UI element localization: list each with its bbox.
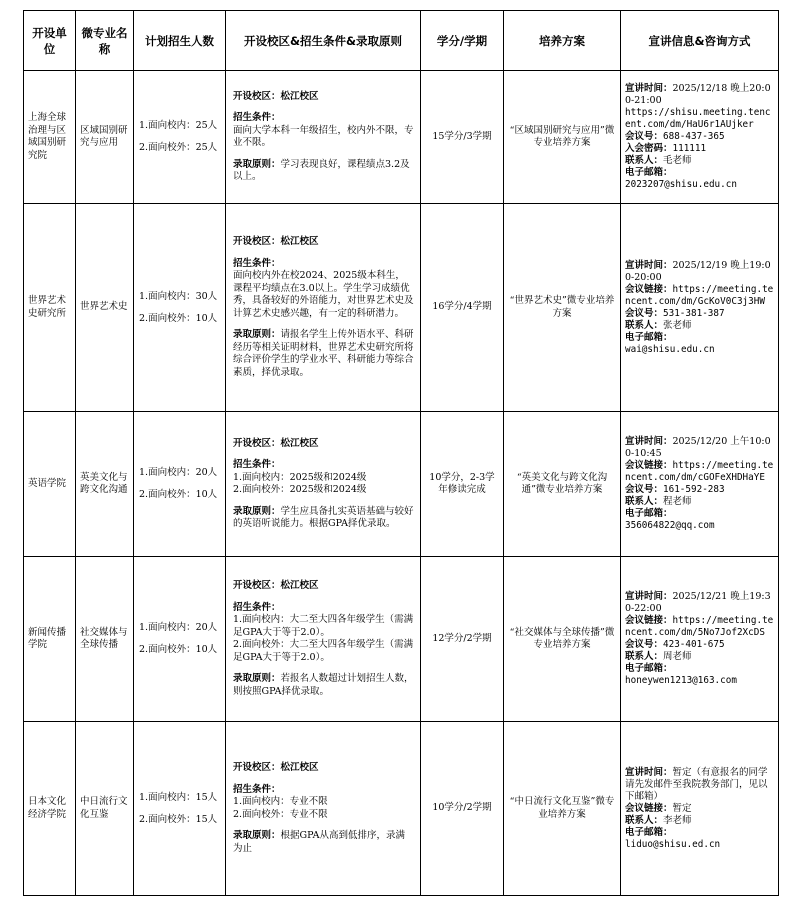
header-unit: 开设单位 bbox=[24, 11, 76, 71]
plan-text: “世界艺术史”微专业培养方案 bbox=[509, 295, 615, 319]
cell-campus bbox=[226, 71, 421, 204]
condition-line: 1.面向校内：大二至大四各年级学生（需满足GPA大于等于2.0）。 bbox=[233, 614, 414, 638]
admission-rule bbox=[233, 506, 414, 531]
header-info: 宣讲信息&咨询方式 bbox=[621, 11, 779, 71]
plan-text: “区域国别研究与应用”微专业培养方案 bbox=[509, 124, 615, 148]
cell-info bbox=[621, 722, 779, 896]
contact-person: 毛老师 bbox=[663, 155, 692, 166]
credit-text: 10学分/2学期 bbox=[432, 802, 492, 814]
condition-line: 2.面向校外：2025级和2024级 bbox=[233, 484, 367, 495]
info-time-line bbox=[625, 83, 776, 107]
cell-quota bbox=[134, 204, 226, 412]
info-time-label: 宣讲时间： bbox=[625, 766, 673, 778]
contact-email[interactable]: 356064822@qq.com bbox=[625, 520, 715, 531]
meeting-id: 161-592-283 bbox=[663, 484, 725, 495]
contact-email[interactable]: wai@shisu.edu.cn bbox=[625, 343, 715, 355]
micro-major-name: 世界艺术史 bbox=[80, 301, 128, 313]
cell-info bbox=[621, 204, 779, 412]
info-time-line bbox=[625, 436, 776, 460]
table-row bbox=[24, 204, 779, 412]
contact-email-label: 电子邮箱： bbox=[625, 331, 673, 343]
meeting-id: 531-381-387 bbox=[663, 307, 725, 319]
unit-text: 日本文化经济学院 bbox=[28, 796, 67, 820]
info-time: 2025/12/19 晚上19:00-20:00 bbox=[625, 259, 771, 283]
cell-unit bbox=[24, 71, 76, 204]
meeting-id-line bbox=[625, 639, 776, 651]
contact-email-line bbox=[625, 663, 776, 687]
cell-plan bbox=[504, 557, 621, 722]
meeting-link-line bbox=[625, 803, 776, 815]
contact-email-line bbox=[625, 332, 776, 356]
contact-person-line bbox=[625, 496, 776, 508]
cell-credit bbox=[421, 204, 504, 412]
cell-quota bbox=[134, 722, 226, 896]
meeting-id-line bbox=[625, 484, 776, 496]
header-campus: 开设校区&招生条件&录取原则 bbox=[226, 11, 421, 71]
micro-major-name: 中日流行文化互鉴 bbox=[80, 796, 128, 820]
micro-major-name: 社交媒体与全球传播 bbox=[80, 626, 128, 650]
cell-unit bbox=[24, 412, 76, 557]
cell-credit bbox=[421, 71, 504, 204]
contact-email-label: 电子邮箱： bbox=[625, 508, 673, 519]
condition-line: 面向大学本科一年级招生，校内外不限，专业不限。 bbox=[233, 124, 414, 148]
plan-text: “中日流行文化互鉴”微专业培养方案 bbox=[509, 796, 615, 820]
meeting-id-label: 会议号： bbox=[625, 484, 664, 495]
header-row bbox=[24, 11, 779, 71]
cell-unit bbox=[24, 557, 76, 722]
rule-label: 录取原则： bbox=[233, 830, 281, 841]
cell-quota bbox=[134, 557, 226, 722]
cell-credit bbox=[421, 557, 504, 722]
meeting-password-line bbox=[625, 143, 776, 155]
condition-line: 1.面向校内：2025级和2024级 bbox=[233, 471, 367, 483]
quota-internal: 1.面向校内：25人 bbox=[139, 120, 218, 131]
admission-rule bbox=[233, 159, 414, 184]
rule-text: 学生应具备扎实英语基础与较好的英语听说能力。根据GPA择优录取。 bbox=[233, 505, 414, 529]
condition-title: 招生条件： bbox=[233, 601, 281, 613]
contact-person: 程老师 bbox=[663, 496, 692, 507]
contact-email-line bbox=[625, 827, 776, 851]
quota-external: 2.面向校外：15人 bbox=[139, 813, 218, 825]
contact-person: 张老师 bbox=[663, 319, 692, 331]
campus-label: 开设校区：松江校区 bbox=[233, 762, 319, 773]
cell-credit bbox=[421, 412, 504, 557]
cell-campus bbox=[226, 557, 421, 722]
contact-person-label: 联系人： bbox=[625, 496, 664, 507]
meeting-link-line bbox=[625, 107, 776, 131]
meeting-password: 111111 bbox=[672, 143, 707, 154]
admission-rule bbox=[233, 329, 414, 379]
condition-title: 招生条件： bbox=[233, 459, 281, 470]
contact-person: 周老师 bbox=[663, 651, 692, 662]
campus-label: 开设校区：松江校区 bbox=[233, 437, 319, 449]
info-time-label: 宣讲时间： bbox=[625, 591, 673, 602]
info-time-line bbox=[625, 591, 776, 615]
unit-text: 英语学院 bbox=[28, 477, 67, 489]
quota-internal: 1.面向校内：15人 bbox=[139, 791, 218, 803]
cell-name bbox=[76, 204, 134, 412]
plan-text: “社交媒体与全球传播”微专业培养方案 bbox=[509, 626, 615, 650]
cell-name bbox=[76, 722, 134, 896]
info-time-line bbox=[625, 260, 776, 284]
contact-person-line bbox=[625, 155, 776, 167]
contact-person: 李老师 bbox=[663, 814, 692, 826]
meeting-link-line bbox=[625, 460, 776, 484]
cell-plan bbox=[504, 71, 621, 204]
cell-campus bbox=[226, 204, 421, 412]
micro-major-name: 区域国别研究与应用 bbox=[80, 124, 128, 148]
contact-email-label: 电子邮箱： bbox=[625, 826, 673, 838]
contact-email-line bbox=[625, 167, 776, 191]
quota-external: 2.面向校外：10人 bbox=[139, 312, 218, 324]
condition-line: 2.面向校外：专业不限 bbox=[233, 808, 328, 820]
cell-unit bbox=[24, 722, 76, 896]
contact-person-label: 联系人： bbox=[625, 814, 664, 826]
meeting-link[interactable]: https://shisu.meeting.tencent.com/dm/HaU6r1AUjker bbox=[625, 107, 771, 130]
unit-text: 上海全球治理与区域国别研究院 bbox=[28, 112, 67, 161]
meeting-link-label: 会议链接： bbox=[625, 802, 673, 814]
cell-plan bbox=[504, 204, 621, 412]
header-name: 微专业名称 bbox=[76, 11, 134, 71]
meeting-link-line bbox=[625, 284, 776, 308]
credit-text: 12学分/2学期 bbox=[432, 632, 492, 644]
header-quota: 计划招生人数 bbox=[134, 11, 226, 71]
rule-text: 请报名学生上传外语水平、科研经历等相关证明材料，世界艺术史研究所将综合评价学生的学业水平、科研能力等综合素质，择优录取。 bbox=[233, 329, 414, 378]
cell-plan bbox=[504, 722, 621, 896]
admission-rule bbox=[233, 830, 414, 855]
table-row bbox=[24, 557, 779, 722]
meeting-password-label: 入会密码： bbox=[625, 143, 673, 154]
contact-email[interactable]: honeywen1213@163.com bbox=[625, 675, 737, 686]
admission-rule bbox=[233, 673, 414, 698]
info-time: 2025/12/21 晚上19:30-22:00 bbox=[625, 591, 771, 614]
contact-person-line bbox=[625, 815, 776, 827]
micro-major-table bbox=[23, 10, 779, 896]
rule-text: 根据GPA从高到低排序，录满为止 bbox=[233, 830, 405, 854]
quota-external: 2.面向校外：10人 bbox=[139, 644, 218, 655]
info-time-label: 宣讲时间： bbox=[625, 436, 673, 447]
meeting-id-line bbox=[625, 308, 776, 320]
contact-email-label: 电子邮箱： bbox=[625, 663, 673, 674]
condition-title: 招生条件： bbox=[233, 783, 281, 795]
header-credit: 学分/学期 bbox=[421, 11, 504, 71]
cell-campus bbox=[226, 722, 421, 896]
quota-external: 2.面向校外：25人 bbox=[139, 142, 218, 153]
meeting-link-label: 会议链接： bbox=[625, 460, 673, 471]
meeting-id-label: 会议号： bbox=[625, 131, 664, 142]
meeting-id-label: 会议号： bbox=[625, 307, 664, 319]
meeting-link[interactable]: https://meeting.tencent.com/dm/5No7Jof2XcDS bbox=[625, 615, 774, 638]
campus-label: 开设校区：松江校区 bbox=[233, 90, 319, 102]
meeting-link[interactable]: https://meeting.tencent.com/dm/GcKoV0C3j3HW bbox=[625, 283, 774, 307]
meeting-id-label: 会议号： bbox=[625, 639, 664, 650]
credit-text: 10学分，2-3学年修读完成 bbox=[429, 471, 495, 495]
info-time: 2025/12/20 上午10:00-10:45 bbox=[625, 436, 771, 459]
cell-quota bbox=[134, 412, 226, 557]
cell-unit bbox=[24, 204, 76, 412]
campus-label: 开设校区：松江校区 bbox=[233, 236, 319, 247]
quota-external: 2.面向校外：10人 bbox=[139, 489, 218, 500]
condition-line: 2.面向校外：大二至大四各年级学生（需满足GPA大于等于2.0）。 bbox=[233, 639, 414, 663]
cell-quota bbox=[134, 71, 226, 204]
header-plan: 培养方案 bbox=[504, 11, 621, 71]
contact-email[interactable]: liduo@shisu.ed.cn bbox=[625, 838, 721, 850]
meeting-link-label: 会议链接： bbox=[625, 283, 673, 295]
contact-person-label: 联系人： bbox=[625, 155, 664, 166]
cell-credit bbox=[421, 722, 504, 896]
credit-text: 15学分/3学期 bbox=[432, 130, 492, 142]
rule-label: 录取原则： bbox=[233, 329, 281, 340]
campus-label: 开设校区：松江校区 bbox=[233, 580, 319, 591]
cell-name bbox=[76, 71, 134, 204]
rule-text: 学习表现良好，课程绩点3.2及以上。 bbox=[233, 158, 410, 182]
meeting-id: 423-401-675 bbox=[663, 639, 725, 650]
info-time-line bbox=[625, 767, 776, 803]
plan-text: “英美文化与跨文化沟通”微专业培养方案 bbox=[516, 471, 608, 495]
condition-line: 1.面向校内：专业不限 bbox=[233, 796, 328, 807]
cell-name bbox=[76, 412, 134, 557]
contact-email-label: 电子邮箱： bbox=[625, 167, 673, 178]
quota-internal: 1.面向校内：30人 bbox=[139, 290, 218, 302]
info-time: 2025/12/18 晚上20:00-21:00 bbox=[625, 83, 771, 106]
table-row bbox=[24, 722, 779, 896]
credit-text: 16学分/4学期 bbox=[432, 301, 492, 313]
meeting-link: 暂定 bbox=[672, 802, 692, 814]
cell-info bbox=[621, 557, 779, 722]
rule-label: 录取原则： bbox=[233, 673, 281, 684]
contact-person-label: 联系人： bbox=[625, 319, 664, 331]
quota-internal: 1.面向校内：20人 bbox=[139, 622, 218, 633]
cell-info bbox=[621, 412, 779, 557]
contact-person-line bbox=[625, 320, 776, 332]
meeting-link-label: 会议链接： bbox=[625, 615, 673, 626]
cell-campus bbox=[226, 412, 421, 557]
micro-major-name: 英美文化与跨文化沟通 bbox=[80, 471, 128, 495]
quota-internal: 1.面向校内：20人 bbox=[139, 467, 218, 478]
rule-text: 若报名人数超过计划招生人数，则按照GPA择优录取。 bbox=[233, 673, 414, 697]
condition-title: 招生条件： bbox=[233, 112, 281, 123]
table-row bbox=[24, 71, 779, 204]
contact-email[interactable]: 2023207@shisu.edu.cn bbox=[625, 179, 737, 190]
rule-label: 录取原则： bbox=[233, 505, 281, 517]
cell-plan bbox=[504, 412, 621, 557]
info-time-label: 宣讲时间： bbox=[625, 83, 673, 94]
rule-label: 录取原则： bbox=[233, 158, 281, 170]
meeting-id-line bbox=[625, 131, 776, 143]
info-time: 暂定（有意报名的同学请先发邮件至我院教务部门，见以下邮箱） bbox=[625, 766, 768, 802]
condition-title: 招生条件： bbox=[233, 257, 281, 269]
unit-text: 世界艺术史研究所 bbox=[28, 295, 67, 319]
contact-email-line bbox=[625, 508, 776, 532]
cell-name bbox=[76, 557, 134, 722]
cell-info bbox=[621, 71, 779, 204]
unit-text: 新闻传播学院 bbox=[28, 626, 67, 650]
condition-line: 面向校内外在校2024、2025级本科生，课程平均绩点在3.0以上。学生学习成绩优秀，具备较好的外语能力，对世界艺术史及计算艺术史感兴趣，有一定的科研潜力。 bbox=[233, 270, 414, 319]
meeting-link-line bbox=[625, 615, 776, 639]
meeting-link[interactable]: https://meeting.tencent.com/dm/cGOFeXHDHaYE bbox=[625, 460, 774, 483]
table-row bbox=[24, 412, 779, 557]
meeting-id: 688-437-365 bbox=[663, 131, 725, 142]
contact-person-label: 联系人： bbox=[625, 651, 664, 662]
contact-person-line bbox=[625, 651, 776, 663]
info-time-label: 宣讲时间： bbox=[625, 259, 673, 271]
